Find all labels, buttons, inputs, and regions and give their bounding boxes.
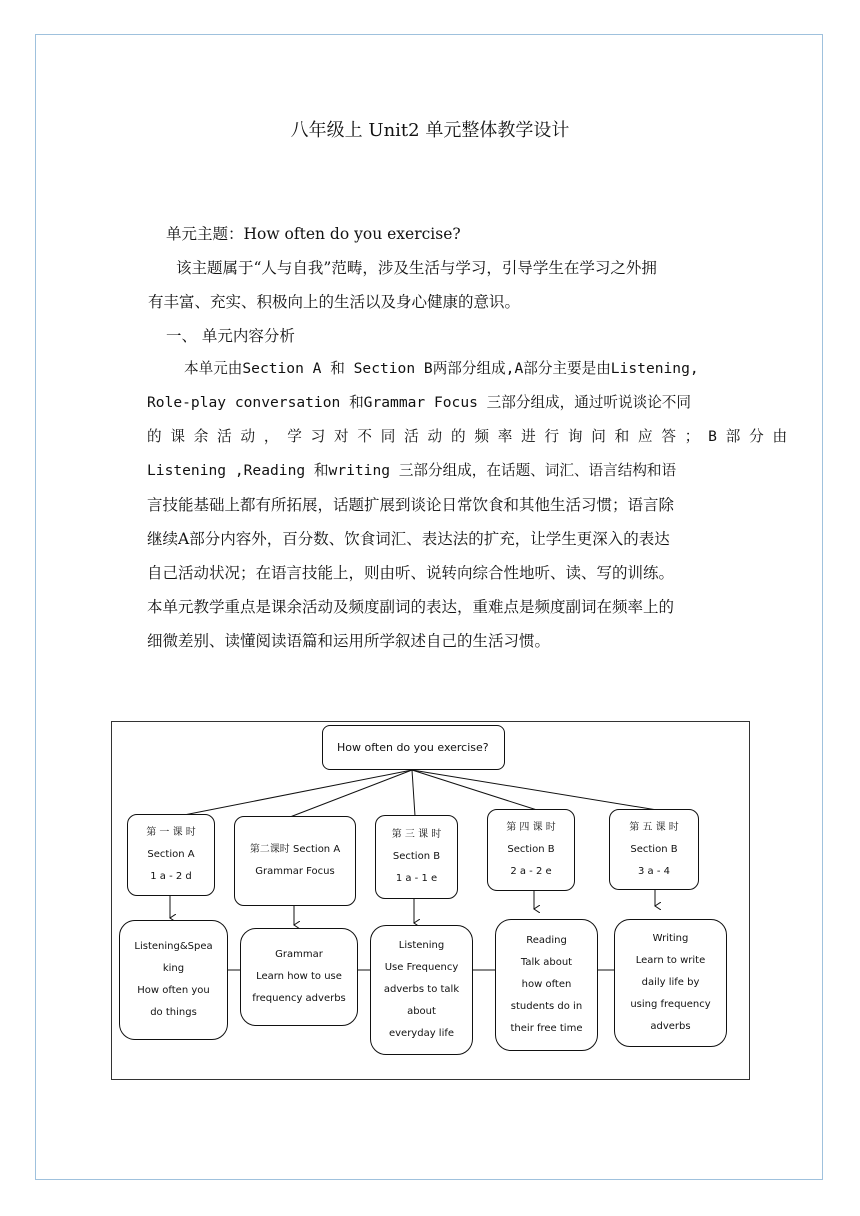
lesson-box-4 <box>487 809 575 891</box>
connector-root-lesson-5 <box>412 770 657 810</box>
content-3-line-2: Use Frequency <box>384 962 459 973</box>
content-2-line-2: Learn how to use <box>256 971 342 982</box>
connector-root-lesson-3 <box>412 770 415 816</box>
content-box-1 <box>119 920 228 1040</box>
content-4-line-1: Reading <box>526 935 567 946</box>
lesson-3-line-2: Section B <box>392 851 441 862</box>
lesson-5-line-2: Section B <box>630 843 678 855</box>
content-1-line-1: Listening&Spea <box>134 941 213 952</box>
connector-root-lesson-4 <box>412 770 537 810</box>
intro-line-2: 有丰富、充实、积极向上的生活以及身心健康的意识。 <box>148 293 521 311</box>
content-box-2 <box>240 928 358 1026</box>
section-heading: 一、 单元内容分析 <box>166 327 295 345</box>
content-box-4 <box>495 919 598 1051</box>
content-4-line-2: Talk about <box>520 957 573 968</box>
unit-structure-diagram <box>111 721 750 1080</box>
content-3-line-4: about <box>407 1006 436 1017</box>
content-3-line-5: everyday life <box>388 1028 455 1039</box>
content-3-line-3: adverbs to talk <box>383 984 460 995</box>
lesson-2-line-1: 第二课时 Section A <box>249 844 341 855</box>
content-5-line-1: Writing <box>652 933 689 944</box>
lesson-box-2 <box>234 816 356 906</box>
connector-root-lesson-2 <box>290 770 412 817</box>
lesson-4-line-1: 第 四 课 时 <box>506 822 556 833</box>
analysis-line-8: 本单元教学重点是课余活动及频度副词的表达，重难点是频度副词在频率上的 <box>147 598 675 616</box>
lesson-4-line-3: 2 a - 2 e <box>510 866 552 877</box>
lesson-3-line-1: 第 三 课 时 <box>391 829 442 840</box>
content-5-line-3: daily life by <box>641 977 700 988</box>
content-4-line-4: students do in <box>510 1001 583 1012</box>
document-title: 八年级上 Unit2 单元整体教学设计 <box>290 120 570 141</box>
content-2-line-3: frequency adverbs <box>252 993 346 1004</box>
content-1-line-2: king <box>162 963 185 974</box>
content-4-line-5: their free time <box>510 1023 583 1034</box>
lesson-3-line-3: 1 a - 1 e <box>395 873 438 884</box>
lesson-2-line-2: Grammar Focus <box>255 866 335 877</box>
lesson-5-line-1: 第 五 课 时 <box>629 821 679 833</box>
analysis-line-1: 本单元由Section A 和 Section B两部分组成,A部分主要是由Listening, <box>184 360 699 377</box>
analysis-line-9: 细微差别、读懂阅读语篇和运用所学叙述自己的生活习惯。 <box>147 632 551 650</box>
lesson-1-line-3: 1 a - 2 d <box>150 871 192 882</box>
content-2-line-1: Grammar <box>275 949 323 960</box>
content-3-line-1: Listening <box>398 940 445 951</box>
lesson-4-line-2: Section B <box>507 844 555 855</box>
analysis-line-3: 的 课 余 活 动 ， 学 习 对 不 同 活 动 的 频 率 进 行 询 问 和 应 答 ； B 部 分 由 <box>147 428 788 445</box>
analysis-line-2: Role-play conversation 和Grammar Focus 三部分组成，通过听说谈论不同 <box>147 394 691 411</box>
analysis-line-4: Listening ,Reading 和writing 三部分组成，在话题、词汇、语言结构和语 <box>147 462 677 479</box>
content-5-line-5: adverbs <box>650 1021 691 1032</box>
content-5-line-4: using frequency <box>630 999 711 1010</box>
lesson-box-1 <box>127 814 215 896</box>
content-1-line-4: do things <box>150 1007 197 1018</box>
connector-root-lesson-1 <box>184 770 412 815</box>
content-box-5 <box>614 919 727 1047</box>
analysis-line-7: 自己活动状况；在语言技能上，则由听、说转向综合性地听、读、写的训练。 <box>147 564 675 582</box>
analysis-line-6: 继续A部分内容外，百分数、饮食词汇、表达法的扩充，让学生更深入的表达 <box>147 530 670 548</box>
analysis-line-5: 言技能基础上都有所拓展，话题扩展到谈论日常饮食和其他生活习惯；语言除 <box>147 496 675 514</box>
content-4-line-3: how often <box>521 979 572 990</box>
lesson-5-line-3: 3 a - 4 <box>638 865 670 877</box>
content-5-line-2: Learn to write <box>635 955 706 966</box>
intro-line-1: 该主题属于“人与自我”范畴，涉及生活与学习，引导学生在学习之外拥 <box>176 259 657 277</box>
content-1-line-3: How often you <box>137 985 210 996</box>
root-question-box <box>322 725 505 770</box>
lesson-1-line-1: 第 一 课 时 <box>146 827 196 838</box>
lesson-1-line-2: Section A <box>147 849 195 860</box>
lesson-box-5 <box>609 809 699 890</box>
root-question-text: How often do you exercise? <box>337 740 489 754</box>
lesson-box-3 <box>375 815 458 899</box>
unit-theme: 单元主题：How often do you exercise? <box>166 225 461 243</box>
content-box-3 <box>370 925 473 1055</box>
